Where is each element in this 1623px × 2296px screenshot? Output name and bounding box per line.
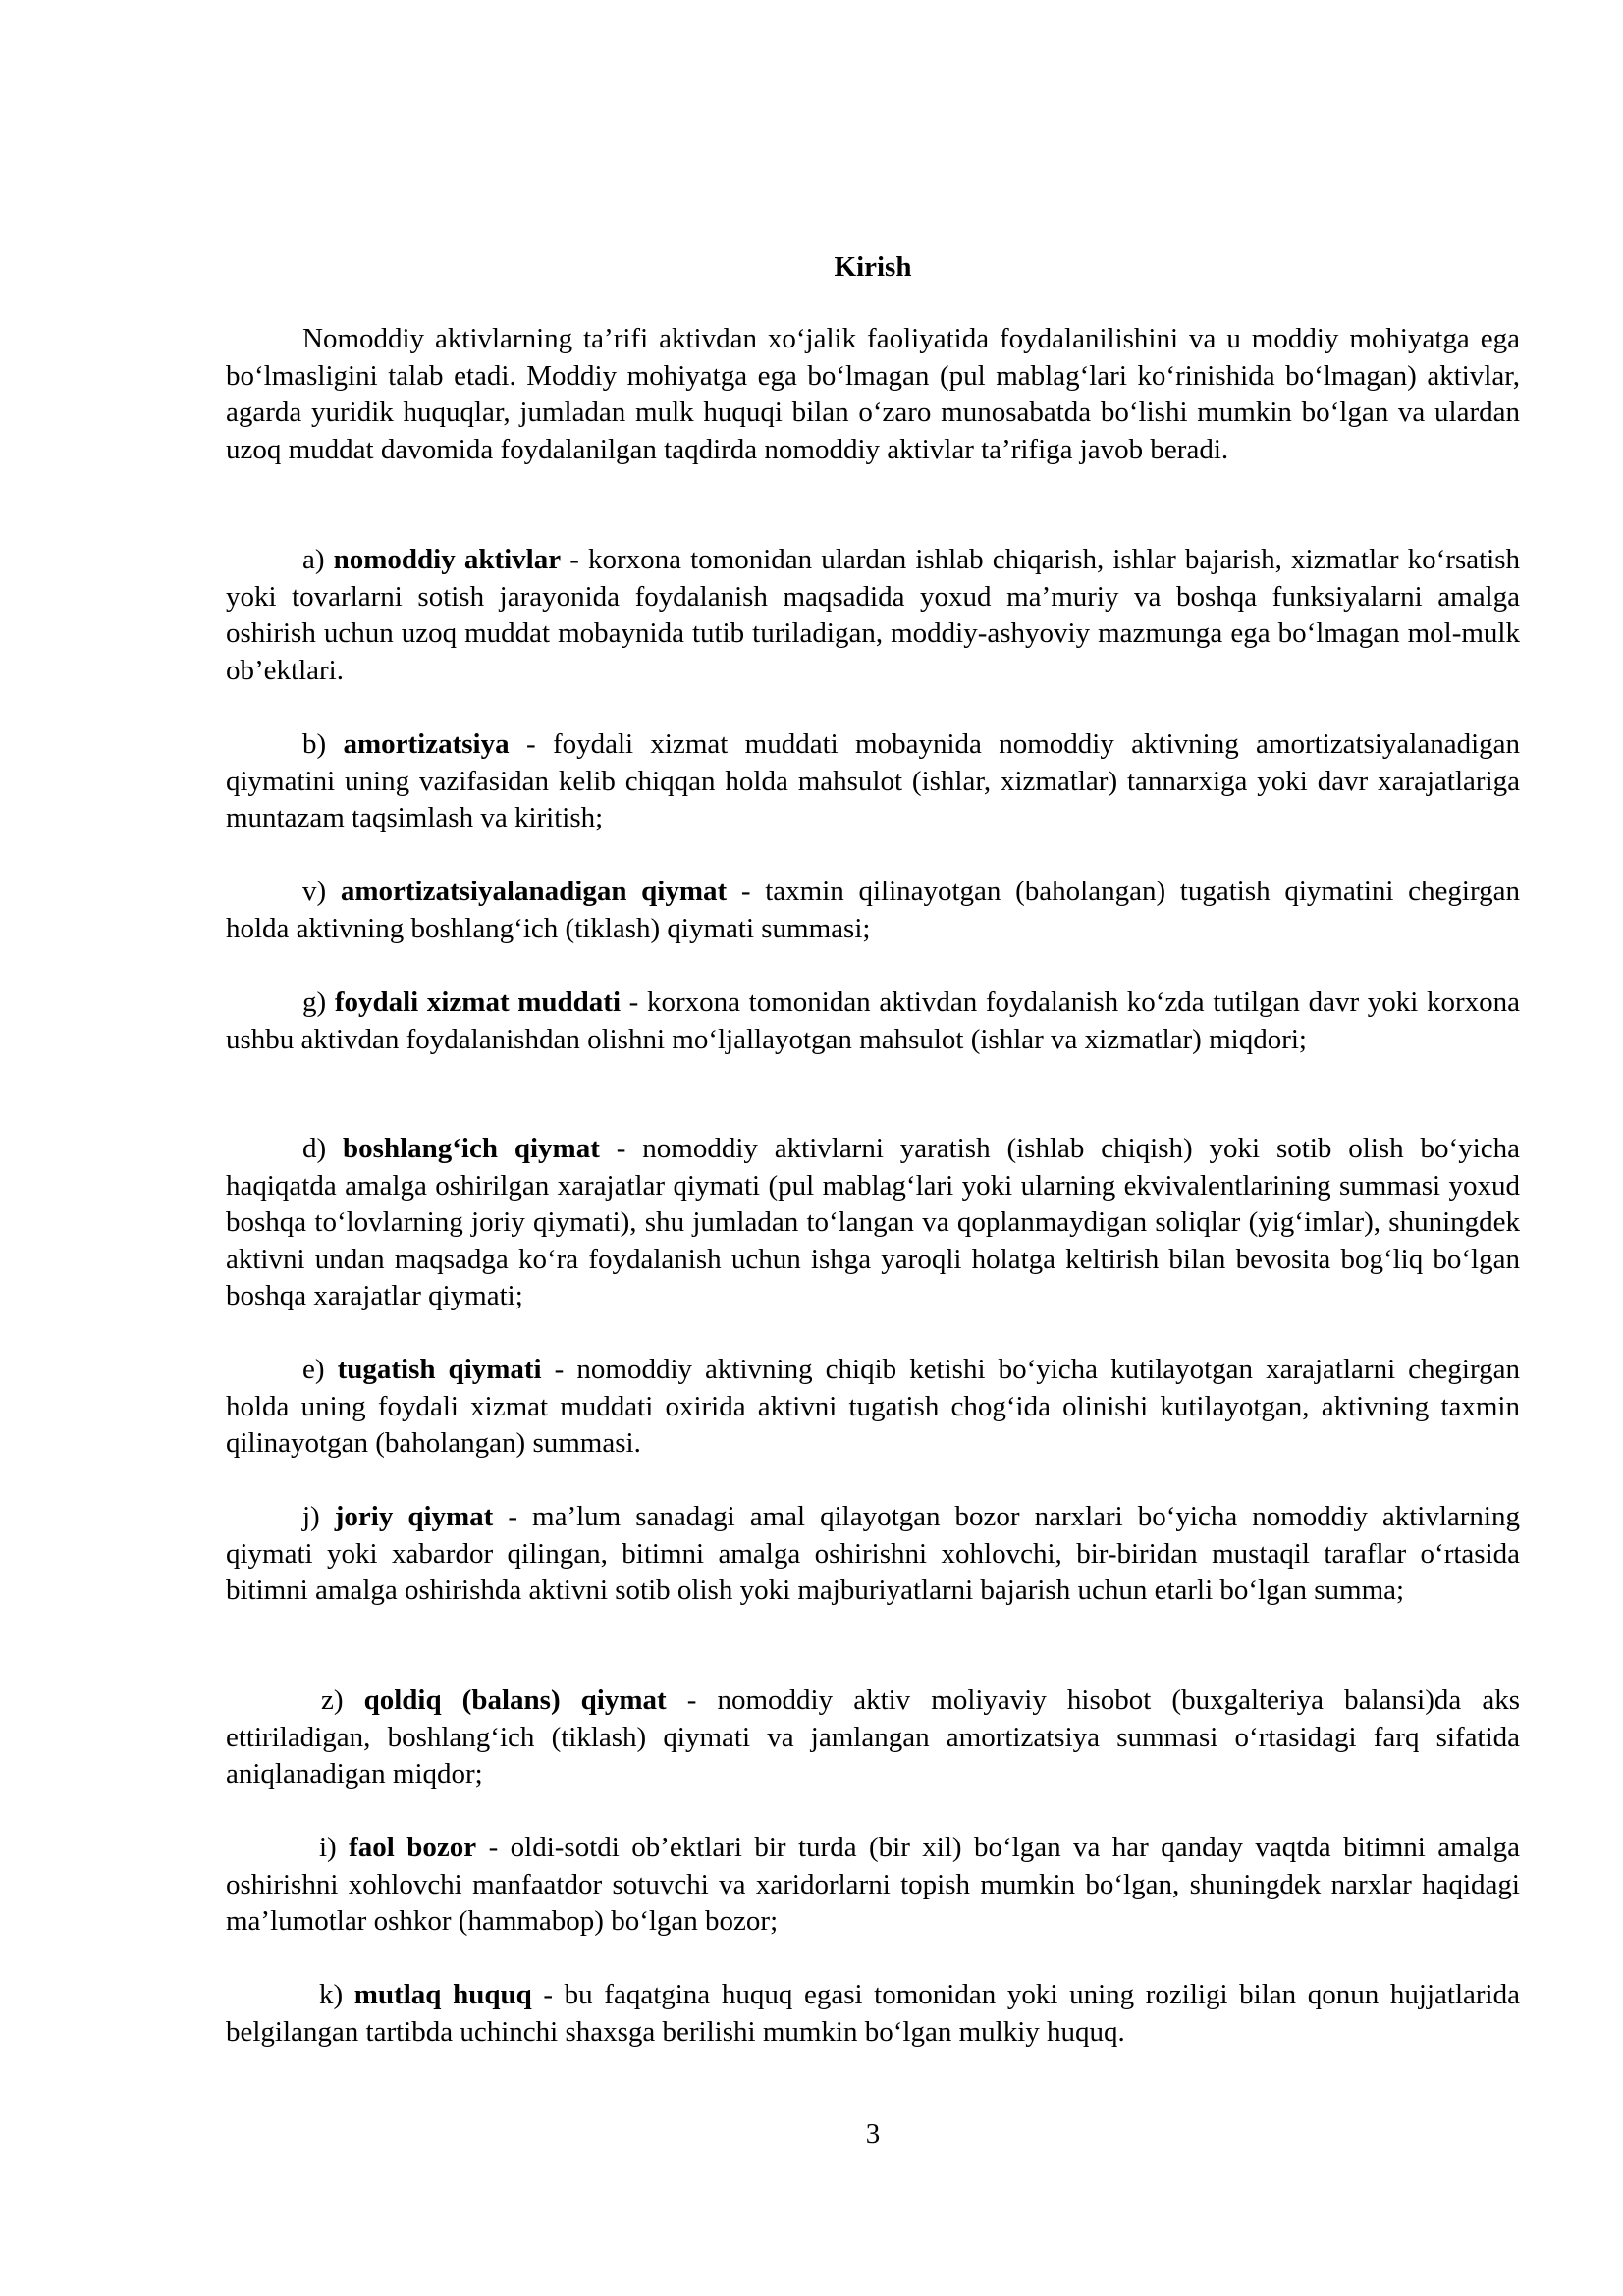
definition-term: joriy qiymat [334, 1501, 494, 1532]
definition-text: - taxmin qilinayotgan (baholangan) tugatish qiymatini chegirgan holda aktivning boshlang‘ich (tiklash) qiymati summasi; [226, 876, 1520, 944]
definition-paragraph-g [226, 985, 1520, 1058]
definition-paragraph-z [226, 1682, 1520, 1793]
definition-text: - nomoddiy aktivning chiqib ketishi bo‘yicha kutilayotgan xarajatlarni chegirgan holda uning foydali xizmat muddati oxirida aktivni tugatish chog‘ida olinishi kutilayotgan, aktivning taxmin qilinayotgan (baholangan) summasi. [226, 1354, 1520, 1459]
definition-term: amortizatsiyalanadigan qiymat [340, 876, 728, 907]
definition-term: qoldiq (balans) qiymat [363, 1684, 667, 1716]
definition-prefix: d) [302, 1133, 344, 1164]
definition-prefix: a) [302, 544, 334, 575]
definition-text: - nomoddiy aktivlarni yaratish (ishlab chiqish) yoki sotib olish bo‘yicha haqiqatda amalga oshirilgan xarajatlar qiymati (pul mablag‘lari yoki ularning ekvivalentlarining summasi yoxud boshqa to‘lovlarning joriy qiymati), shu jumladan to‘langan va qoplanmaydigan soliqlar (yig‘imlar), shuningdek aktivni undan maqsadga ko‘ra foydalanish uchun ishga yaroqli holatga keltirish bilan bevosita bog‘liq bo‘lgan boshqa xarajatlar qiymati; [226, 1133, 1520, 1311]
page-title: Kirish [834, 251, 912, 283]
page-number: 3 [865, 2118, 881, 2150]
definition-text: - korxona tomonidan aktivdan foydalanish ko‘zda tutilgan davr yoki korxona ushbu aktivdan foydalanishdan olishni mo‘ljallayotgan mahsulot (ishlar va xizmatlar) miqdori; [226, 987, 1520, 1055]
definition-paragraph-d [226, 1131, 1520, 1315]
definition-text: - foydali xizmat muddati mobaynida nomoddiy aktivning amortizatsiyalanadigan qiymatini uning vazifasidan kelib chiqqan holda mahsulot (ishlar, xizmatlar) tannarxiga yoki davr xarajatlariga muntazam taqsimlash va kiritish; [226, 728, 1520, 833]
definition-term: tugatish qiymati [337, 1354, 542, 1385]
definition-prefix: e) [302, 1354, 338, 1385]
definition-paragraph-v [226, 874, 1520, 947]
definition-text: - oldi-sotdi ob’ektlari bir turda (bir xil) bo‘lgan va har qanday vaqtda bitimni amalga oshirishni xohlovchi manfaatdor sotuvchi va xaridorlarni topish mumkin bo‘lgan, shuningdek narxlar haqidagi ma’lumotlar oshkor (hammabop) bo‘lgan bozor; [226, 1832, 1521, 1937]
definition-term: foydali xizmat muddati [334, 987, 622, 1018]
definition-text: - korxona tomonidan ulardan ishlab chiqarish, ishlar bajarish, xizmatlar ko‘rsatish yoki tovarlarni sotish jarayonida foydalanish maqsadida yoxud ma’muriy va boshqa funksiyalarni amalga oshirish uchun uzoq muddat mobaynida tutib turiladigan, moddiy-ashyoviy mazmunga ega bo‘lmagan mol-mulk ob’ektlari. [226, 544, 1521, 686]
definition-prefix: k) [319, 1979, 354, 2010]
definition-paragraph-k [226, 1977, 1520, 2051]
definition-prefix: g) [302, 987, 335, 1018]
definition-term: faol bozor [349, 1832, 477, 1863]
definition-paragraph-a [226, 542, 1520, 689]
definition-prefix: b) [302, 728, 344, 760]
definition-prefix: i) [319, 1832, 350, 1863]
definition-prefix: z) [321, 1684, 364, 1716]
definition-term: boshlang‘ich qiymat [343, 1133, 600, 1164]
definition-paragraph-j [226, 1499, 1520, 1610]
definition-term: nomoddiy aktivlar [333, 544, 562, 575]
definition-text: - nomoddiy aktiv moliyaviy hisobot (buxgalteriya balansi)da aks ettiriladigan, boshlang‘ich (tiklash) qiymati va jamlangan amortizatsiya summasi o‘rtasidagi farq sifatida aniqlanadigan miqdor; [226, 1684, 1520, 1789]
definition-prefix: j) [302, 1501, 335, 1532]
definition-term: mutlaq huquq [353, 1979, 532, 2010]
definition-text: - ma’lum sanadagi amal qilayotgan bozor narxlari bo‘yicha nomoddiy aktivlarning qiymati yoki xabardor qilingan, bitimni amalga oshirishni xohlovchi, bir-biridan mustaqil taraflar o‘rtasida bitimni amalga oshirishda aktivni sotib olish yoki majburiyatlarni bajarish uchun etarli bo‘lgan summa; [226, 1501, 1520, 1606]
definition-paragraph-e [226, 1352, 1520, 1463]
definition-term: amortizatsiya [343, 728, 510, 760]
definition-text: - bu faqatgina huquq egasi tomonidan yoki uning roziligi bilan qonun hujjatlarida belgilangan tartibda uchinchi shaxsga berilishi mumkin bo‘lgan mulkiy huquq. [226, 1979, 1520, 2048]
definition-paragraph-b [226, 726, 1520, 837]
definition-prefix: v) [302, 876, 341, 907]
intro-paragraph: Nomoddiy aktivlarning ta’rifi aktivdan xo‘jalik faoliyatida foydalanilishini va u moddiy mohiyatga ega bo‘lmasligini talab etadi. Moddiy mohiyatga ega bo‘lmagan (pul mablag‘lari ko‘rinishida bo‘lmagan) aktivlar, agarda yuridik huquqlar, jumladan mulk huquqi bilan o‘zaro munosabatda bo‘lishi mumkin bo‘lgan va ulardan uzoq muddat davomida foydalanilgan taqdirda nomoddiy aktivlar ta’rifiga javob beradi. [226, 323, 1520, 465]
definition-paragraph-i [226, 1830, 1520, 1941]
document-page [226, 0, 1520, 2296]
